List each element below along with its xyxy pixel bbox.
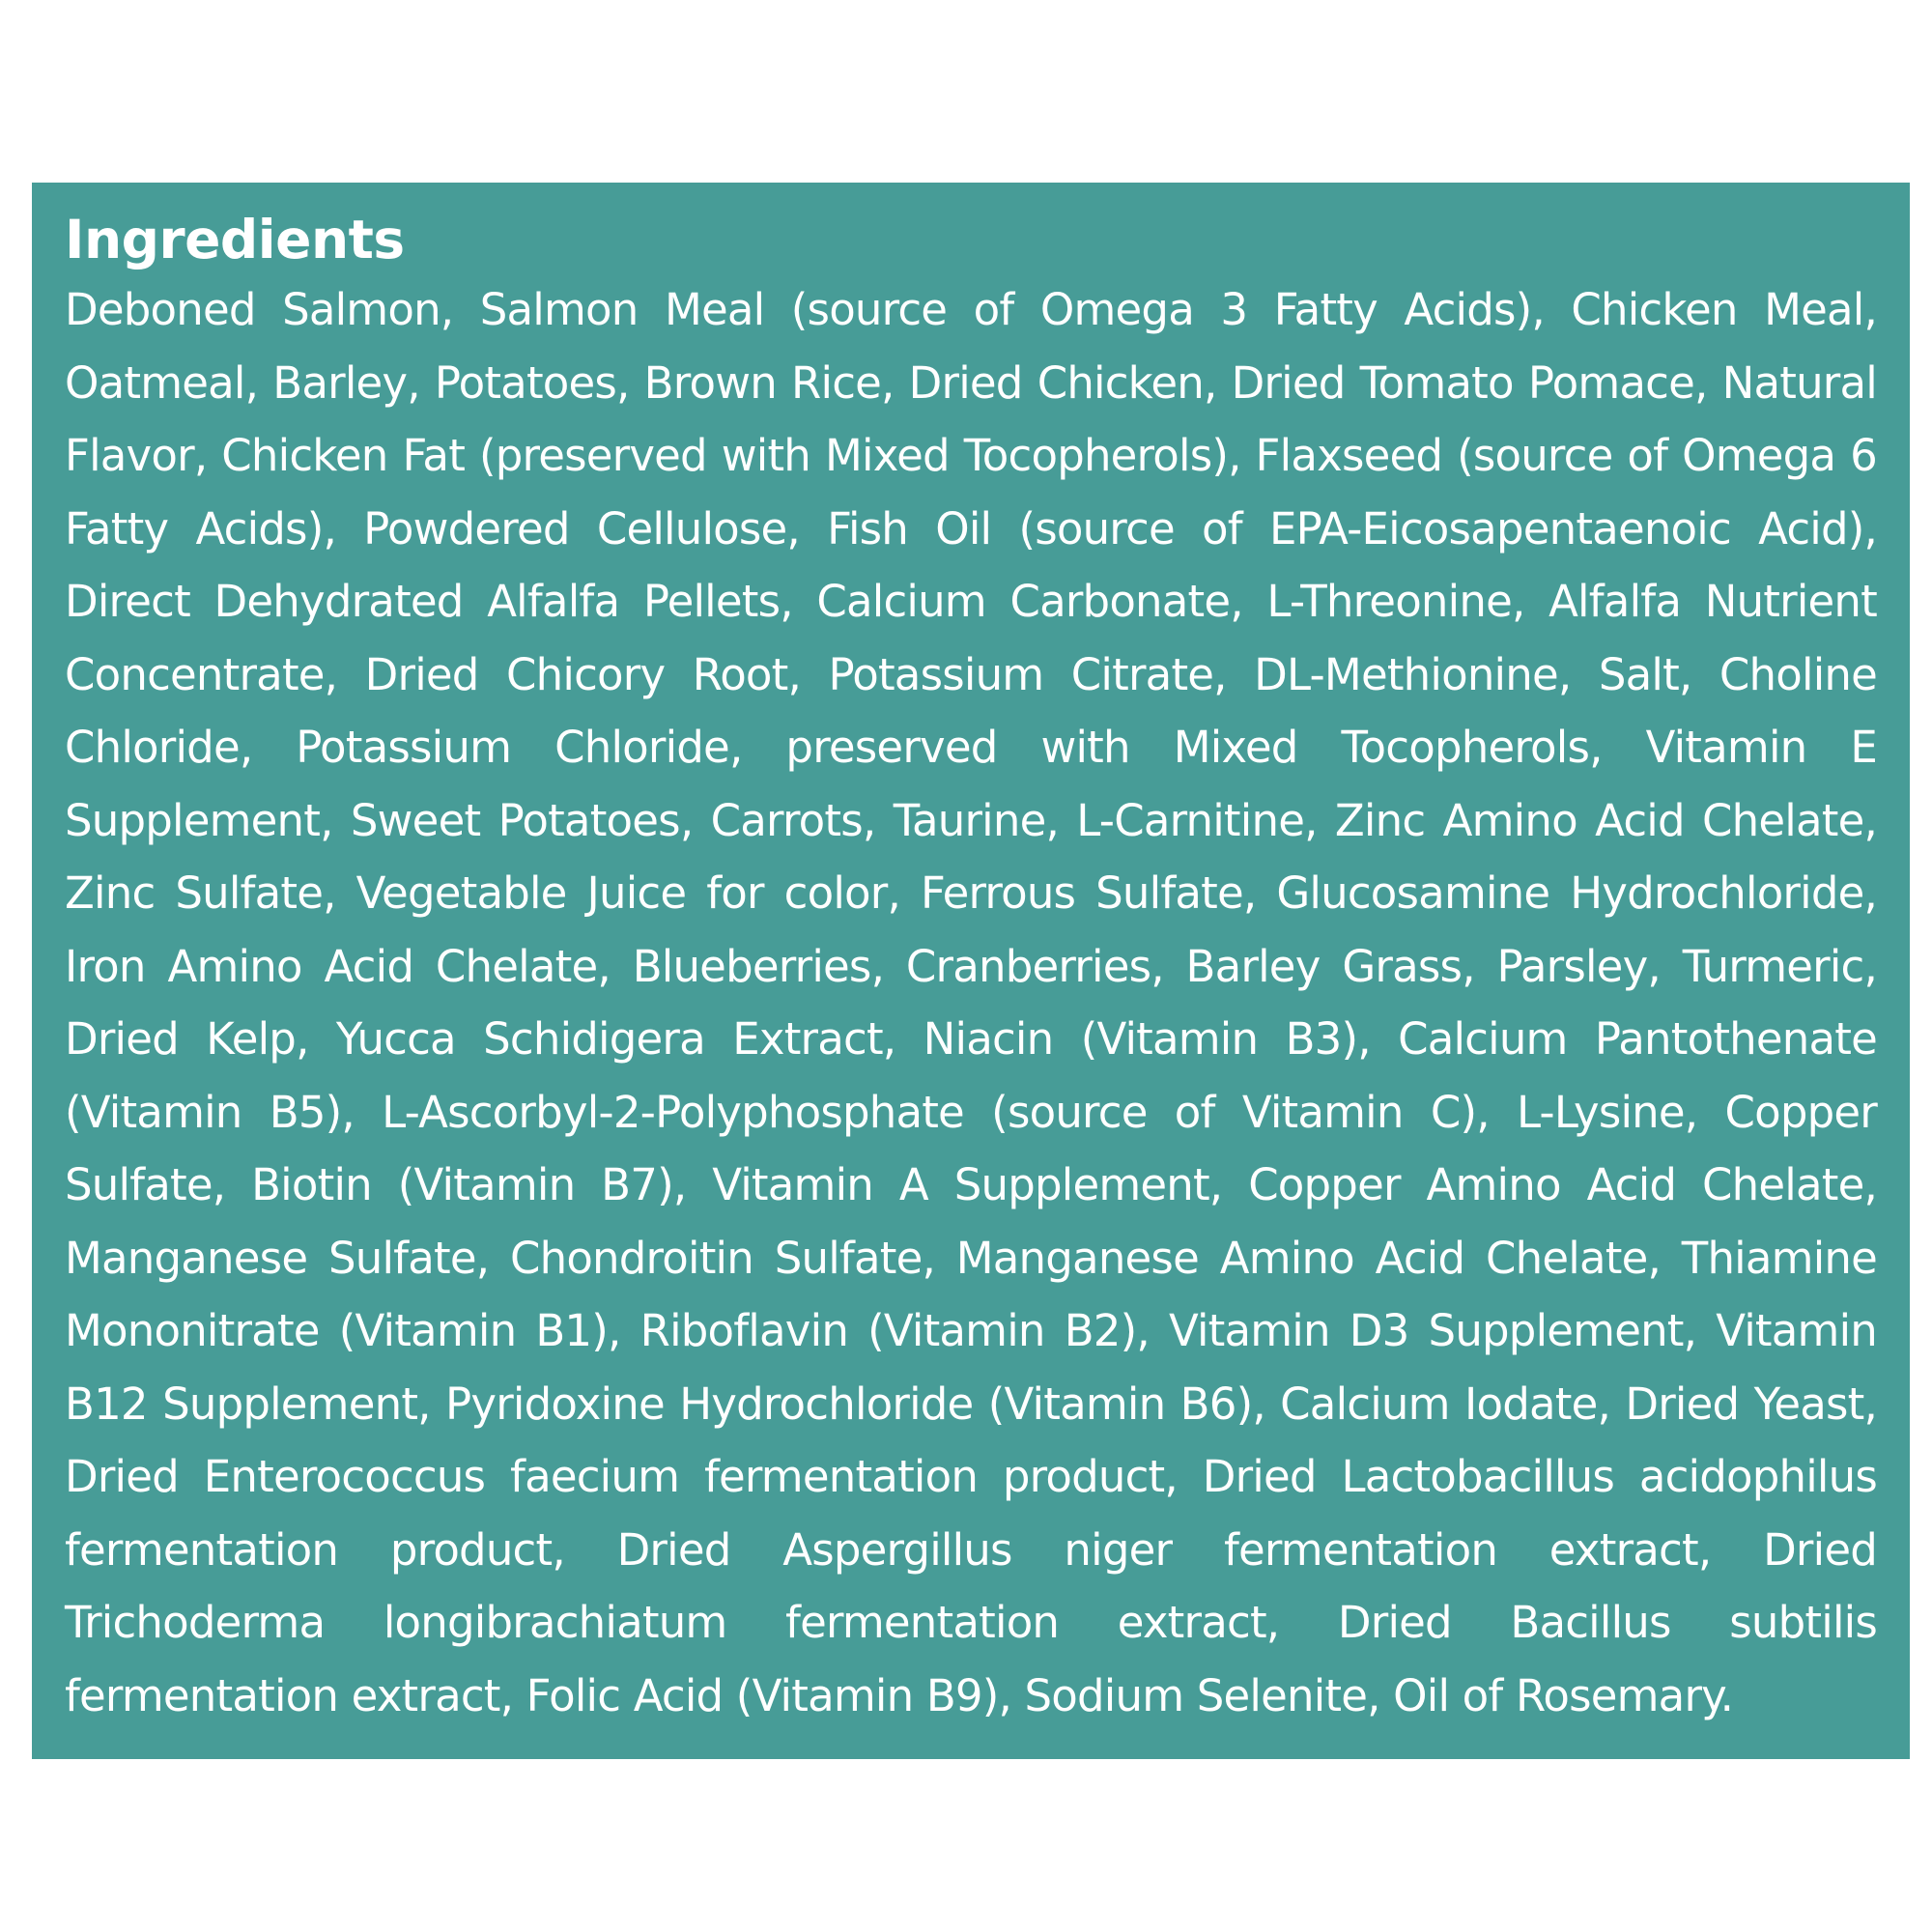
ingredients-heading: Ingredients — [65, 209, 405, 270]
ingredients-list-text: Deboned Salmon, Salmon Meal (source of Omega 3 Fatty Acids), Chicken Meal, Oatmeal, Barley, Potatoes, Brown Rice, Dried Chicken, Dried Tomato Pomace, Natural Flavor, Chicken Fat (preserved with Mixed Tocopherols), Flaxseed (source of Omega 6 Fatty Acids), Powdered Cellulose, Fish Oil (source of EPA-Eicosapentaenoic Acid), Direct Dehydrated Alfalfa Pellets, Calcium Carbonate, L-Threonine, Alfalfa Nutrient Concentrate, Dried Chicory Root, Potassium Citrate, DL-Methionine, Salt, Choline Chloride, Potassium Chloride, preserved with Mixed Tocopherols, Vitamin E Supplement, Sweet Potatoes, Carrots, Taurine, L-Carnitine, Zinc Amino Acid Chelate, Zinc Sulfate, Vegetable Juice for color, Ferrous Sulfate, Glucosamine Hydrochloride, Iron Amino Acid Chelate, Blueberries, Cranberries, Barley Grass, Parsley, Turmeric, Dried Kelp, Yucca Schidigera Extract, Niacin (Vitamin B3), Calcium Pantothenate (Vitamin B5), L-Ascorbyl-2-Polyphosphate (source of Vitamin C), L-Lysine, Copper Sulfate, Biotin (Vitamin B7), Vitamin A Supplement, Copper Amino Acid Chelate, Manganese Sulfate, Chondroitin Sulfate, Manganese Amino Acid Chelate, Thiamine Mononitrate (Vitamin B1), Riboflavin (Vitamin B2), Vitamin D3 Supplement, Vitamin B12 Supplement, Pyridoxine Hydrochloride (Vitamin B6), Calcium Iodate, Dried Yeast, Dried Enterococcus faecium fermentation product, Dried Lactobacillus acidophilus fermentation product, Dried Aspergillus niger fermentation extract, Dried Trichoderma longibrachiatum fermentation extract, Dried Bacillus subtilis fermentation extract, Folic Acid (Vitamin B9), Sodium Selenite, Oil of Rosemary. — [65, 284, 1877, 1721]
ingredients-panel — [32, 183, 1910, 1759]
